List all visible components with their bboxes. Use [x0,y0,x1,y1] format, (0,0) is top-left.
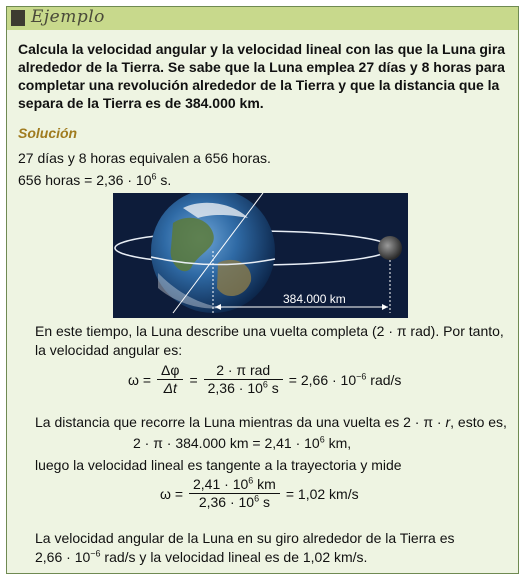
paragraph-1-line-2: la velocidad angular es: [35,342,183,358]
header-square-icon [11,10,25,26]
linear-velocity-equation: ω = $\frac{2,41 \cdot 10^6 km}{2,36 \cdot 10^6 s}$ = 1,02 km/s [160,475,359,510]
conclusion-line-1: La velocidad angular de la Luna en su giro alrededor de la Tierra es [35,530,455,546]
solution-line-1: 27 días y 8 horas equivalen a 656 horas. [18,150,271,166]
problem-statement: Calcula la velocidad angular y la velocidad lineal con las que la Luna gira alrededor de la Tierra. Se sabe que la Luna emplea 27 días y 8 horas para completar una revolución alrededor de la Tierra y que la distancia que la separa de la Tierra es de 384.000 km. [18,41,506,111]
header-title: Ejemplo [31,7,105,27]
earth-moon-illustration [113,193,408,318]
example-header [6,6,519,30]
angular-velocity-result: = $2,66 \cdot 10^{-6}$ rad/s [288,370,402,388]
linear-velocity-result: = 1,02 km/s [285,485,359,502]
conclusion-line-2: $2,66 \cdot 10^{-6}$ rad/s y la velocidad lineal es de 1,02 km/s. [35,548,368,565]
distance-label: 384.000 km [283,292,346,306]
solution-label: Solución [18,125,78,141]
fraction-rad: $\frac{\text{2 · π rad}}{2,36 \cdot 10^6 s}$ [204,362,283,397]
angular-velocity-equation: ω = $\frac{\Delta\varphi}{\Delta t}$ = $\frac{\text{2 · π rad}}{2,36 \cdot 10^6 s}$ = $2,66 \cdot 10^{-6}$ rad/s [128,362,402,396]
paragraph-2-line-1: La distancia que recorre la Luna mientras da una vuelta es 2 · π · r, esto es, [35,414,507,430]
paragraph-1-line-1: En este tiempo, la Luna describe una vuelta completa (2 · π rad). Por tanto, [35,323,504,339]
solution-line-2: 656 horas = $2,36 \cdot 10^6$ s. [18,171,172,188]
fraction-km-s: $\frac{2,41 \cdot 10^6 km}{2,36 \cdot 10^6 s}$ [189,476,280,511]
paragraph-2-line-2: 2 · π · 384.000 km = $2,41 \cdot 10^6$ km, [133,434,352,451]
fraction-delta: $\frac{\Delta\varphi}{\Delta t}$ [157,362,183,397]
paragraph-2-line-3: luego la velocidad lineal es tangente a la trayectoria y mide [35,457,402,473]
earth-moon-figure [113,193,408,318]
moon [378,236,402,260]
